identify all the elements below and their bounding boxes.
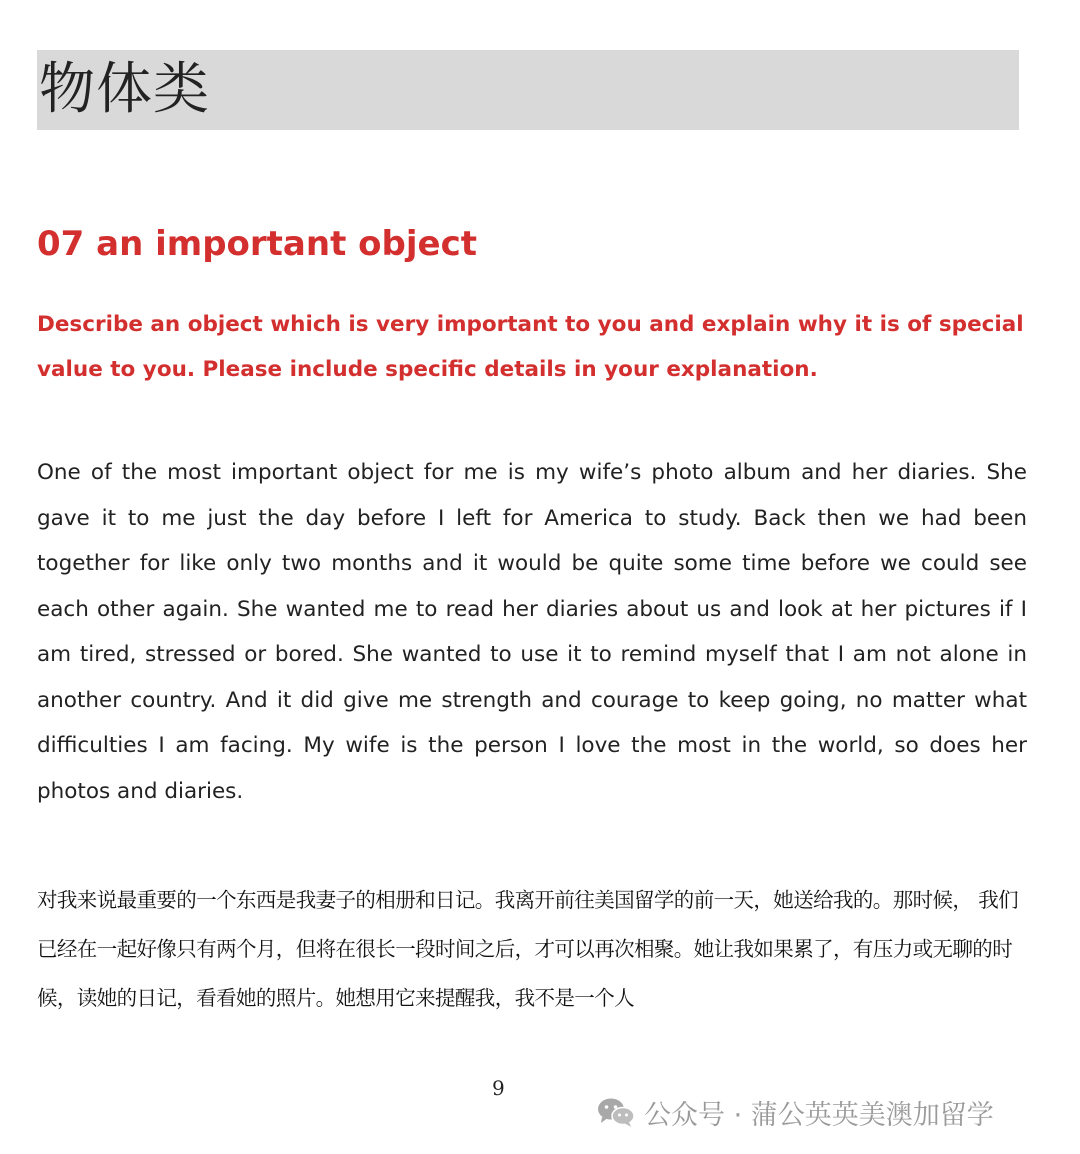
watermark-text: 公众号 · 蒲公英英美澳加留学 [644, 1099, 994, 1131]
page-number: 9 [492, 1076, 505, 1100]
section-banner [37, 50, 1019, 130]
answer-english: One of the most important object for me is my wife’s photo album and her diaries. She gave it to me just the day before I left for America to study. Back then we had been together for like only two months and it would be quite some time before we could see each other again. She wanted me to read her diaries about us and look at her pictures if I am tired, stressed or bored. She wanted to use it to remind myself that I am not alone in another country. And it did give me strength and courage to keep going, no matter what difficulties I am facing. My wife is the person I love the most in the world, so does her photos and diaries. [37, 460, 1027, 804]
section-title: 物体类 [39, 57, 210, 122]
topic-heading: 07 an important object [37, 224, 477, 264]
wechat-icon [596, 1096, 636, 1128]
answer-chinese: 对我来说最重要的一个东西是我妻子的相册和日记。我离开前往美国留学的前一天，她送给我的。那时候， 我们已经在一起好像只有两个月，但将在很长一段时间之后，才可以再次相聚。她让我如果累了，有压力或无聊的时候，读她的日记，看看她的照片。她想用它来提醒我，我不是一个人 [37, 888, 1019, 1010]
topic-prompt: Describe an object which is very important to you and explain why it is of special value to you. Please include specific details in your explanation. [37, 312, 1024, 382]
watermark [596, 1092, 994, 1132]
